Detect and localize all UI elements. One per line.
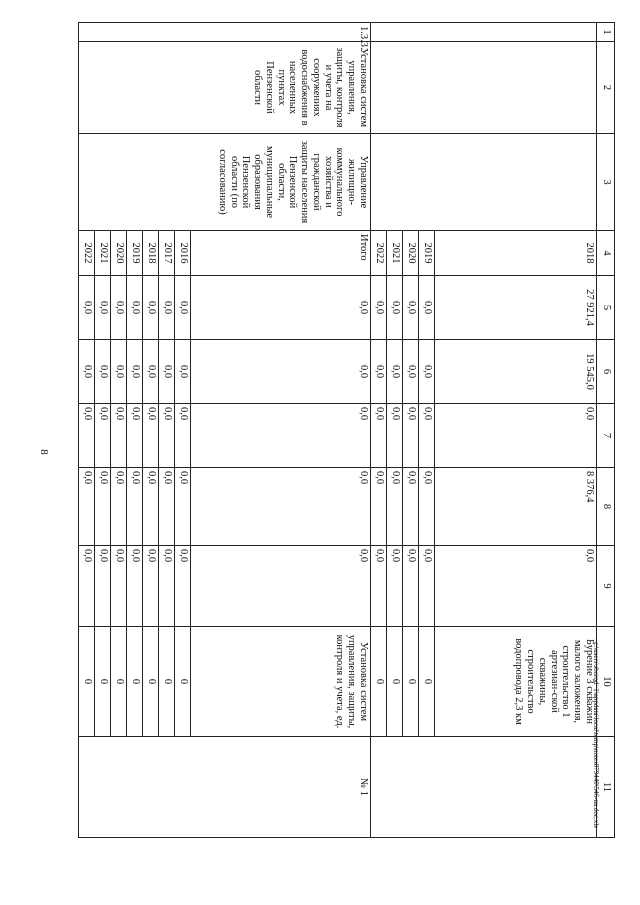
cell-year: 2021 <box>95 231 111 276</box>
cell-value: 0,0 <box>79 468 95 546</box>
cell-total-label: Итого <box>191 231 371 276</box>
cell-value: 0,0 <box>191 340 371 404</box>
cell-indicator: 0 <box>403 627 419 737</box>
cell-value: 0,0 <box>419 276 435 340</box>
cell-value: 27 921,4 <box>435 276 597 340</box>
cell-value: 0,0 <box>79 340 95 404</box>
cell-value: 0,0 <box>387 546 403 627</box>
cell-value: 0,0 <box>191 468 371 546</box>
cell-value: 0,0 <box>419 468 435 546</box>
cell-year: 2020 <box>111 231 127 276</box>
cell-value: 8 376,4 <box>435 468 597 546</box>
cell-indicator: 0 <box>175 627 191 737</box>
cell-value: 0,0 <box>143 468 159 546</box>
cell-value: 0,0 <box>111 276 127 340</box>
cell-year: 2016 <box>175 231 191 276</box>
cell-year: 2018 <box>143 231 159 276</box>
cell-indicator: 0 <box>111 627 127 737</box>
cell-year: 2021 <box>387 231 403 276</box>
cell-value: 0,0 <box>419 340 435 404</box>
cell-value: 0,0 <box>127 276 143 340</box>
cell-indicator: 0 <box>143 627 159 737</box>
cell-indicator: 0 <box>387 627 403 737</box>
cell-year: 2020 <box>403 231 419 276</box>
col-header: 1 <box>597 23 615 42</box>
cell-item-name: Установка систем управления, защиты, контроля и учета на сооружениях водоснабжения в населенных пунктах Пензенской области <box>79 42 371 134</box>
rotated-table-container <box>82 22 615 837</box>
cell-indicator: 0 <box>79 627 95 737</box>
cell-value: 0,0 <box>79 546 95 627</box>
cell-year: 2022 <box>79 231 95 276</box>
cell-year: 2019 <box>419 231 435 276</box>
cell-value: 0,0 <box>127 404 143 468</box>
cell-item-executor: Управление жилищно-коммунального хозяйства и гражданской защиты населения Пензенской области, муниципальные образования Пензенской области (по согласованию) <box>79 134 371 231</box>
cell-value: 0,0 <box>371 546 387 627</box>
cell-year: 2022 <box>371 231 387 276</box>
cell-indicator: 0 <box>95 627 111 737</box>
table-row-item-1-3-3 <box>191 23 371 838</box>
cell-value: 0,0 <box>127 468 143 546</box>
cell-value: 0,0 <box>175 468 191 546</box>
cell-value: 0,0 <box>111 340 127 404</box>
col-header: 2 <box>597 42 615 134</box>
budget-table-wrapper <box>82 22 615 837</box>
cell-value: 0,0 <box>95 340 111 404</box>
cell-value: 0,0 <box>191 276 371 340</box>
cell-value: 19 545,0 <box>435 340 597 404</box>
cell-value: 0,0 <box>419 546 435 627</box>
cell-year: 2017 <box>159 231 175 276</box>
col-header: 10 <box>597 627 615 737</box>
cell-value: 0,0 <box>387 340 403 404</box>
cell-value: 0,0 <box>403 468 419 546</box>
cell-value: 0,0 <box>371 404 387 468</box>
col-header: 11 <box>597 737 615 838</box>
col-header: 5 <box>597 276 615 340</box>
cell-value: 0,0 <box>95 546 111 627</box>
cell-indicator: Бурение 3 скважин малого заложения, строительство 1 артезиан-ской скважины, строительство водопровода 2,3 км <box>435 627 597 737</box>
cell-item-number: 1.3.3. <box>79 23 371 42</box>
cell-value: 0,0 <box>403 276 419 340</box>
cell-value: 0,0 <box>111 468 127 546</box>
cell-value: 0,0 <box>191 404 371 468</box>
cell-value: 0,0 <box>435 546 597 627</box>
cell-value: 0,0 <box>191 546 371 627</box>
cell-value: 0,0 <box>95 468 111 546</box>
cell-value: 0,0 <box>143 276 159 340</box>
cell-value: 0,0 <box>79 404 95 468</box>
cell-value: 0,0 <box>127 546 143 627</box>
cell-value: 0,0 <box>435 404 597 468</box>
cell-value: 0,0 <box>371 468 387 546</box>
cell-value: 0,0 <box>159 468 175 546</box>
cell-value: 0,0 <box>79 276 95 340</box>
cell-year: 2019 <box>127 231 143 276</box>
cell-value: 0,0 <box>111 404 127 468</box>
cell-value: 0,0 <box>143 546 159 627</box>
cell-value: 0,0 <box>175 404 191 468</box>
cell-value: 0,0 <box>159 546 175 627</box>
cell-note-ref: № 1 <box>79 737 371 838</box>
cell-value: 0,0 <box>419 404 435 468</box>
cell-value: 0,0 <box>387 468 403 546</box>
cell-value: 0,0 <box>127 340 143 404</box>
cell-value: 0,0 <box>387 276 403 340</box>
cell-value: 0,0 <box>371 276 387 340</box>
cell-indicator: 0 <box>159 627 175 737</box>
col-header: 8 <box>597 468 615 546</box>
budget-table <box>78 22 615 838</box>
col-header: 9 <box>597 546 615 627</box>
cell-value: 0,0 <box>111 546 127 627</box>
col-header: 7 <box>597 404 615 468</box>
col-header: 6 <box>597 340 615 404</box>
col-header: 4 <box>597 231 615 276</box>
cell-value: 0,0 <box>159 276 175 340</box>
cell-value: 0,0 <box>95 404 111 468</box>
cell-value: 0,0 <box>143 404 159 468</box>
column-number-row <box>597 23 615 838</box>
cell-value: 0,0 <box>159 404 175 468</box>
col-header: 3 <box>597 134 615 231</box>
cell-value: 0,0 <box>403 546 419 627</box>
cell-value: 0,0 <box>371 340 387 404</box>
cell-year: 2018 <box>435 231 597 276</box>
cell-executor-empty <box>371 134 597 231</box>
cell-indicator: Установка систем управления, защиты, контроля и учета, ед. <box>191 627 371 737</box>
cell-note-empty <box>371 737 597 838</box>
cell-indicator: 0 <box>419 627 435 737</box>
page-number: 8 <box>38 449 50 455</box>
cell-num-empty <box>371 23 597 42</box>
cell-value: 0,0 <box>175 546 191 627</box>
cell-name-empty <box>371 42 597 134</box>
cell-value: 0,0 <box>175 276 191 340</box>
cell-indicator: 0 <box>371 627 387 737</box>
cell-value: 0,0 <box>159 340 175 404</box>
cell-indicator: 0 <box>127 627 143 737</box>
cell-value: 0,0 <box>95 276 111 340</box>
cell-value: 0,0 <box>403 340 419 404</box>
cell-value: 0,0 <box>175 340 191 404</box>
footer-file-path: c:\users\sborod~1\appdata\local\temp\notes879440\546-ua.doc.xls <box>592 642 600 828</box>
cell-value: 0,0 <box>143 340 159 404</box>
cell-value: 0,0 <box>387 404 403 468</box>
table-row <box>435 23 597 838</box>
cell-value: 0,0 <box>403 404 419 468</box>
